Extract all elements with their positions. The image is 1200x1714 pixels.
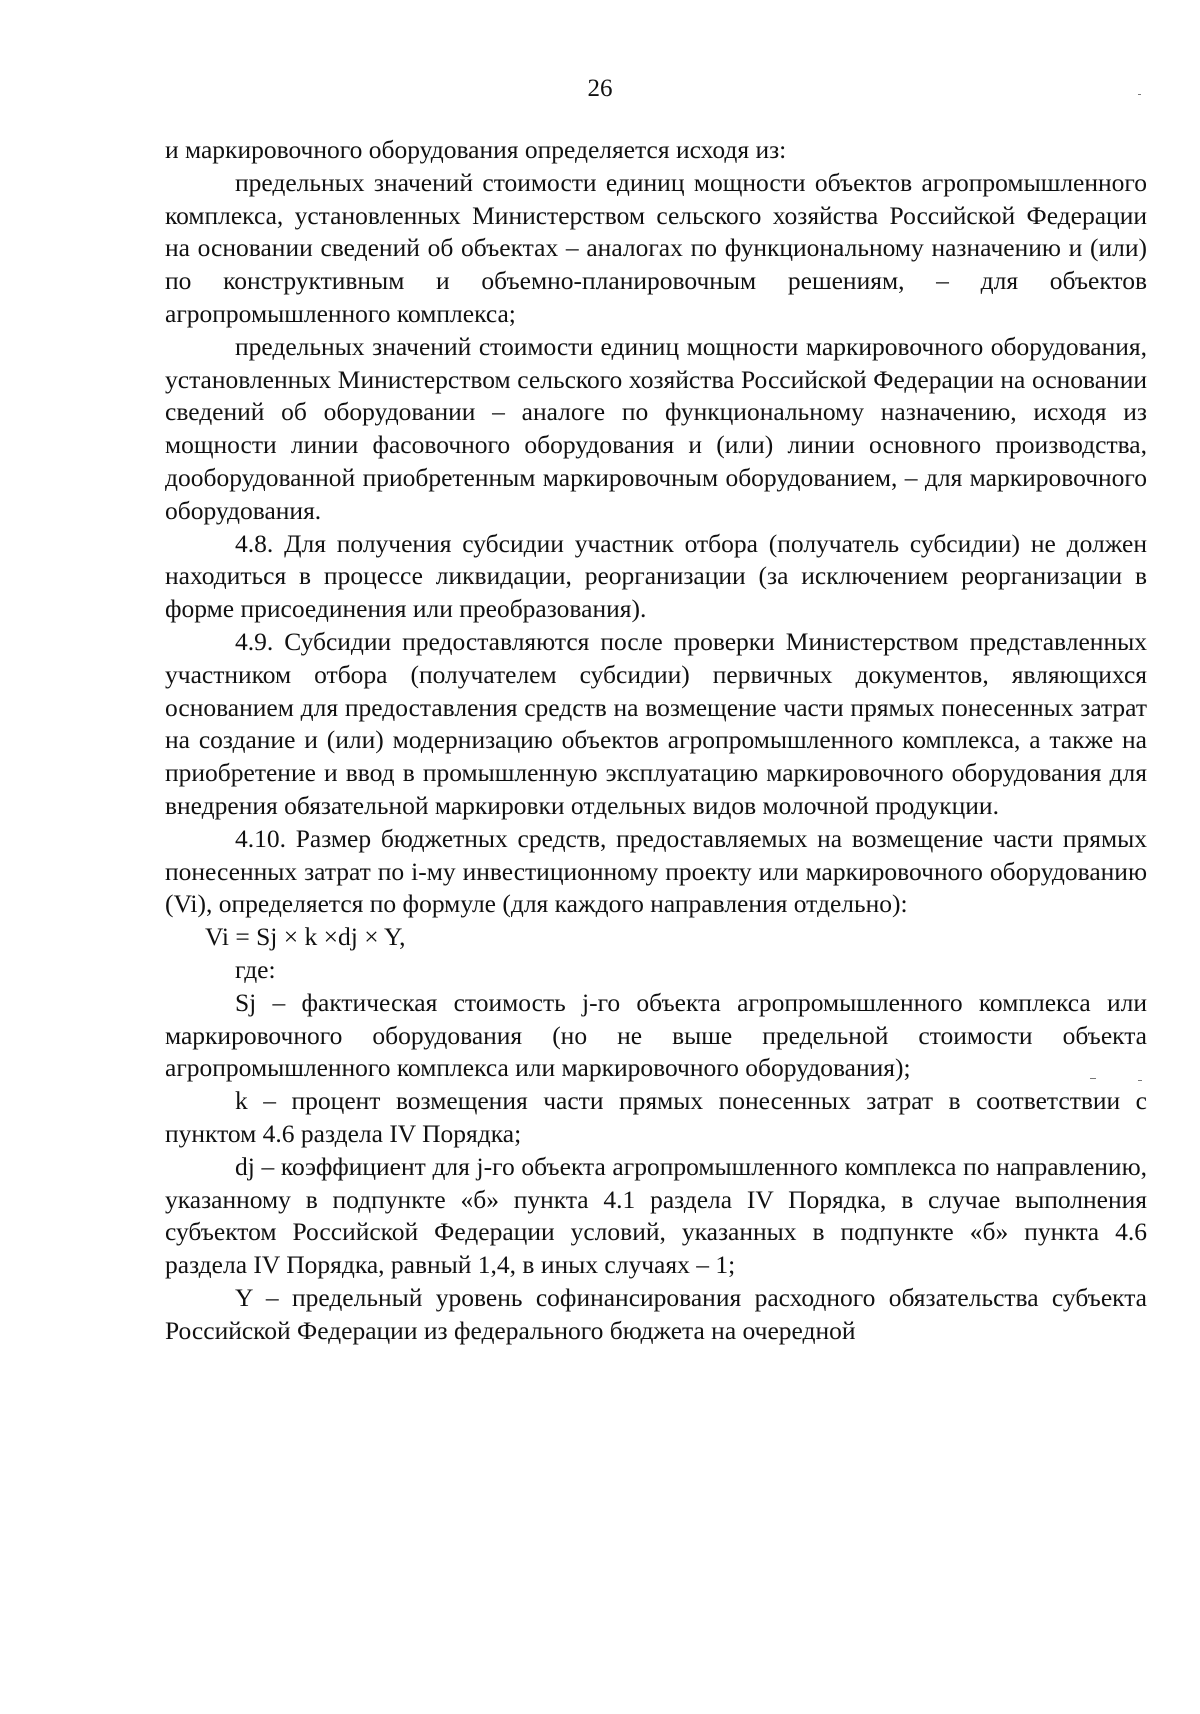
scan-artifact [1138,1080,1142,1081]
paragraph-marking-limits: предельных значений стоимости единиц мощности маркировочного оборудования, установленных Министерством сельского хозяйства Российской Федерации на основании сведений об оборудовании – аналоге по функциональному назначению, исходя из мощности линии фасовочного оборудования и (или) линии основного производства, дооборудованной приобретенным маркировочным оборудованием, – для маркировочного оборудования. [165,331,1147,525]
page-number: 26 [587,75,613,102]
subsidy-formula: Vi = Sj × k ×dj × Y, [205,922,406,952]
scan-artifact [1138,94,1141,95]
definition-sj: Sj – фактическая стоимость j-го объекта агропромышленного комплекса или маркировочного оборудования (но не выше предельной стоимости объекта агропромышленного комплекса или маркировочного оборудования); [165,987,1147,1083]
document-body [165,134,1147,1347]
definition-k: k – процент возмещения части прямых понесенных затрат в соответствии с пунктом 4.6 раздела IV Порядка; [165,1086,1147,1148]
scan-artifact [1090,1078,1096,1079]
where-label: где: [235,954,276,984]
paragraph-4-10: 4.10. Размер бюджетных средств, предоставляемых на возмещение части прямых понесенных затрат по i-му инвестиционному проекту или маркировочного оборудованию (Vi), определяется по формуле (для каждого направления отдельно): [165,823,1147,919]
paragraph-4-8: 4.8. Для получения субсидии участник отбора (получатель субсидии) не должен находиться в процессе ликвидации, реорганизации (за исключением реорганизации в форме присоединения или преобразования). [165,528,1147,624]
paragraph-intro: и маркировочного оборудования определяется исходя из: [165,135,787,164]
definition-y: Y – предельный уровень софинансирования расходного обязательства субъекта Российской Федерации из федерального бюджета на очередной [165,1282,1147,1345]
definition-dj: dj – коэффициент для j-го объекта агропромышленного комплекса по направлению, указанному в подпункте «б» пункта 4.1 раздела IV Порядка, в случае выполнения субъектом Российской Федерации условий, указанных в подпункте «б» пункта 4.6 раздела IV Порядка, равный 1,4, в иных случаях – 1; [165,1151,1147,1280]
paragraph-4-9: 4.9. Субсидии предоставляются после проверки Министерством представленных участником отбора (получателем субсидии) первичных документов, являющихся основанием для предоставления средств на возмещение части прямых понесенных затрат на создание и (или) модернизацию объектов агропромышленного комплекса, а также на приобретение и ввод в промышленную эксплуатацию маркировочного оборудования для внедрения обязательной маркировки отдельных видов молочной продукции. [165,626,1147,820]
paragraph-agro-limits: предельных значений стоимости единиц мощности объектов агропромышленного комплекса, установленных Министерством сельского хозяйства Российской Федерации на основании сведений об объектах – аналогах по функциональному назначению и (или) по конструктивным и объемно-планировочным решениям, – для объектов агропромышленного комплекса; [165,167,1147,328]
